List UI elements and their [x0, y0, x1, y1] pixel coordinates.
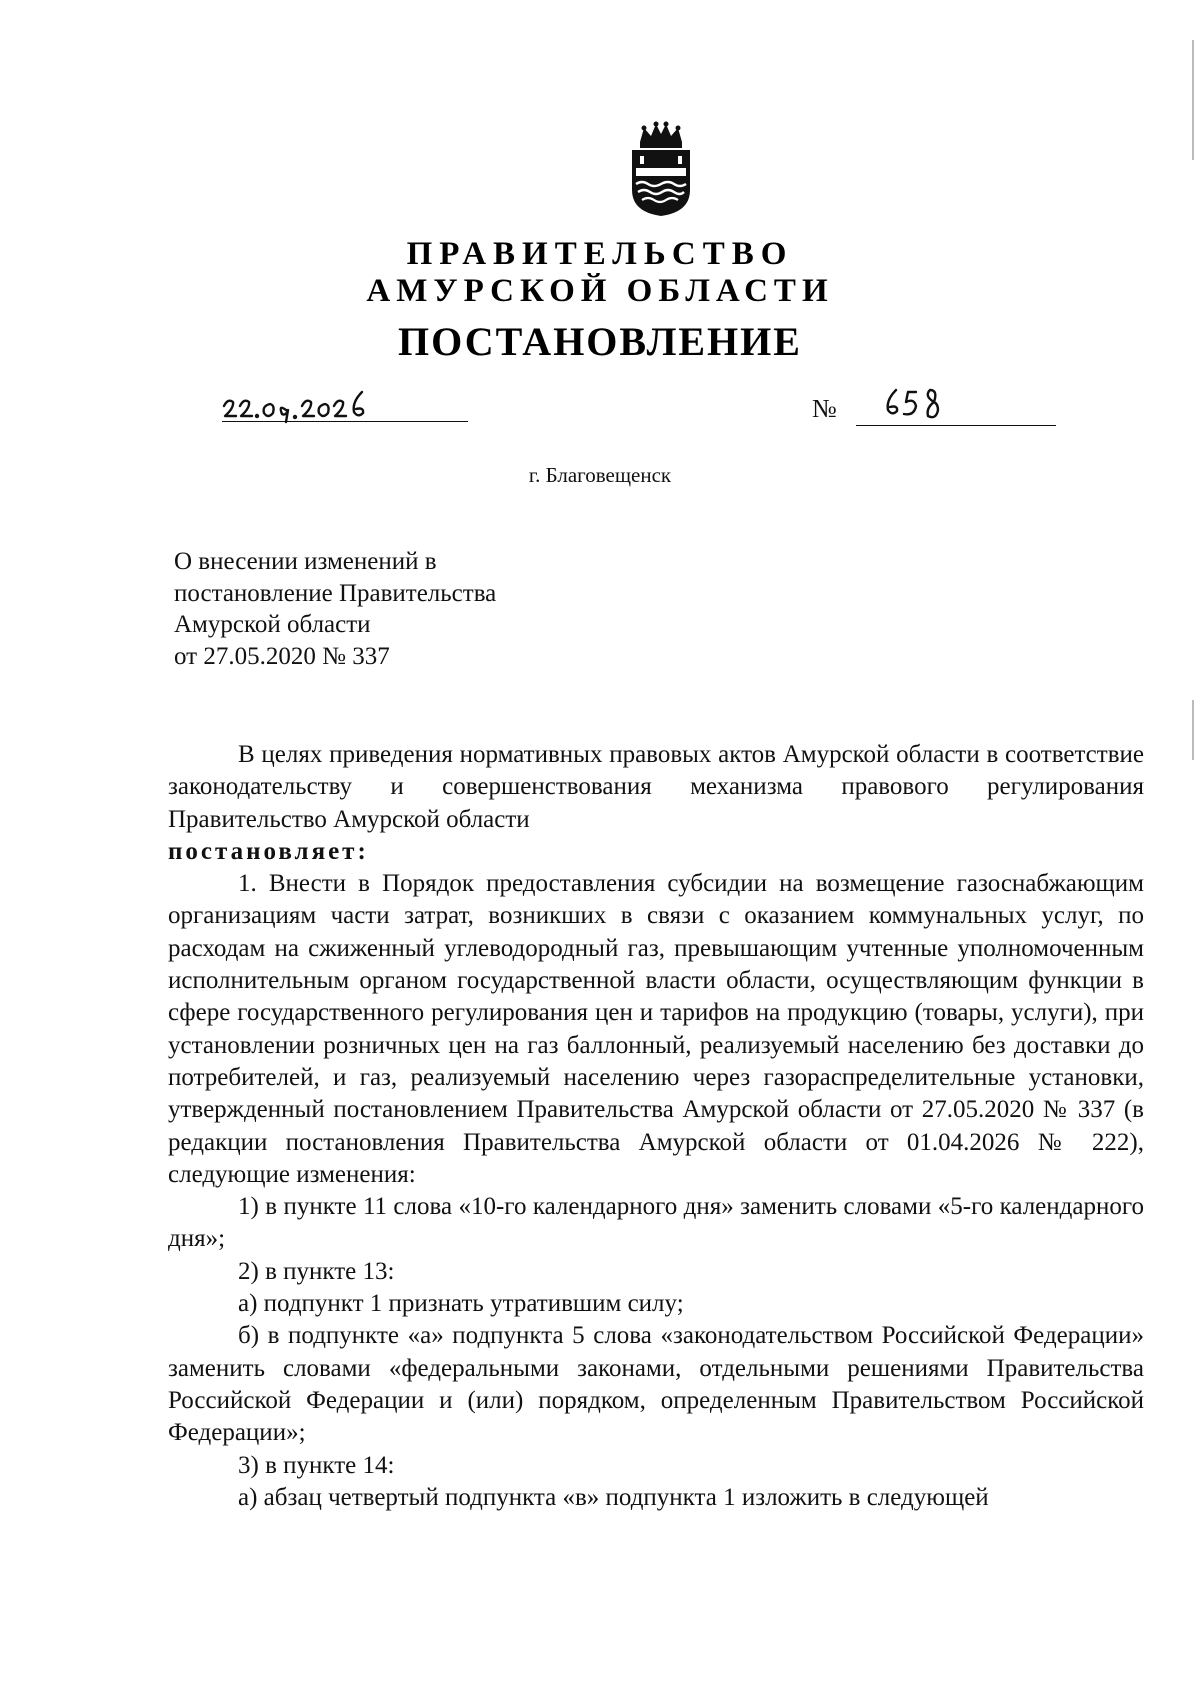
subitem-3-paragraph: 3) в пункте 14: — [238, 1451, 395, 1479]
resolves-word: постановляет: — [168, 837, 369, 865]
document-type-title: ПОСТАНОВЛЕНИЕ — [398, 319, 802, 364]
number-sign: № — [812, 394, 837, 423]
handwritten-date — [222, 386, 468, 426]
handwritten-number — [880, 384, 960, 424]
document-body — [168, 739, 1144, 1514]
coat-of-arms-icon — [626, 120, 696, 218]
authority-name-line1: ПРАВИТЕЛЬСТВО — [406, 236, 794, 272]
scan-edge-mark — [1192, 700, 1194, 760]
subitem-1-paragraph: 1) в пункте 11 слова «10-го календарного дня» заменить словами «5-го календарного дня»; — [168, 1193, 1144, 1253]
city-name: г. Благовещенск — [528, 463, 672, 487]
subject-line: от 27.05.2020 № 337 — [174, 642, 390, 670]
subject-line: Амурской области — [174, 611, 371, 638]
date-underline — [222, 421, 468, 422]
subitem-3a-paragraph: а) абзац четвертый подпункта «в» подпункта 1 изложить в следующей — [238, 1483, 989, 1511]
subject-line: постановление Правительства — [174, 579, 497, 607]
subitem-2a-paragraph: а) подпункт 1 признать утратившим силу; — [238, 1290, 684, 1318]
subject-line: О внесении изменений в — [174, 548, 437, 575]
resolves-line — [168, 836, 1144, 868]
subitem-2-paragraph: 2) в пункте 13: — [238, 1257, 395, 1285]
item-1-paragraph: 1. Внести в Порядок предоставления субсидии на возмещение газоснабжающим организациям части затрат, возникших в связи с оказанием коммунальных услуг, по расходам на сжиженный углеводородный газ, превышающим учтенные уполномоченным исполнительным органом государственной власти области, осуществляющим функции в сфере государственного регулирования цен и тарифов на продукцию (товары, услуги), при установлении розничных цен на газ баллонный, реализуемый населению без доставки до потребителей, и газ, реализуемый населению через газораспределительные установки, утвержденный постановлением Правительства Амурской области от 27.05.2020 № 337 (в редакции постановления Правительства Амурской области от 01.04.2026 № 222), следующие изменения: — [168, 870, 1144, 1188]
scan-edge-mark — [1192, 40, 1194, 160]
preamble-paragraph: В целях приведения нормативных правовых актов Амурской области в соответствие законодательству и совершенствования механизма правового регулирования Правительство Амурской области — [168, 741, 1144, 833]
authority-name-line2: АМУРСКОЙ ОБЛАСТИ — [366, 273, 834, 309]
document-subject — [174, 546, 496, 672]
number-underline — [856, 425, 1056, 426]
subitem-2b-paragraph: б) в подпункте «а» подпункта 5 слова «законодательством Российской Федерации» заменить словами «федеральными законами, отдельными решениями Правительства Российской Федерации и (или) порядком, определенным Правительством Российской Федерации»; — [168, 1322, 1144, 1447]
